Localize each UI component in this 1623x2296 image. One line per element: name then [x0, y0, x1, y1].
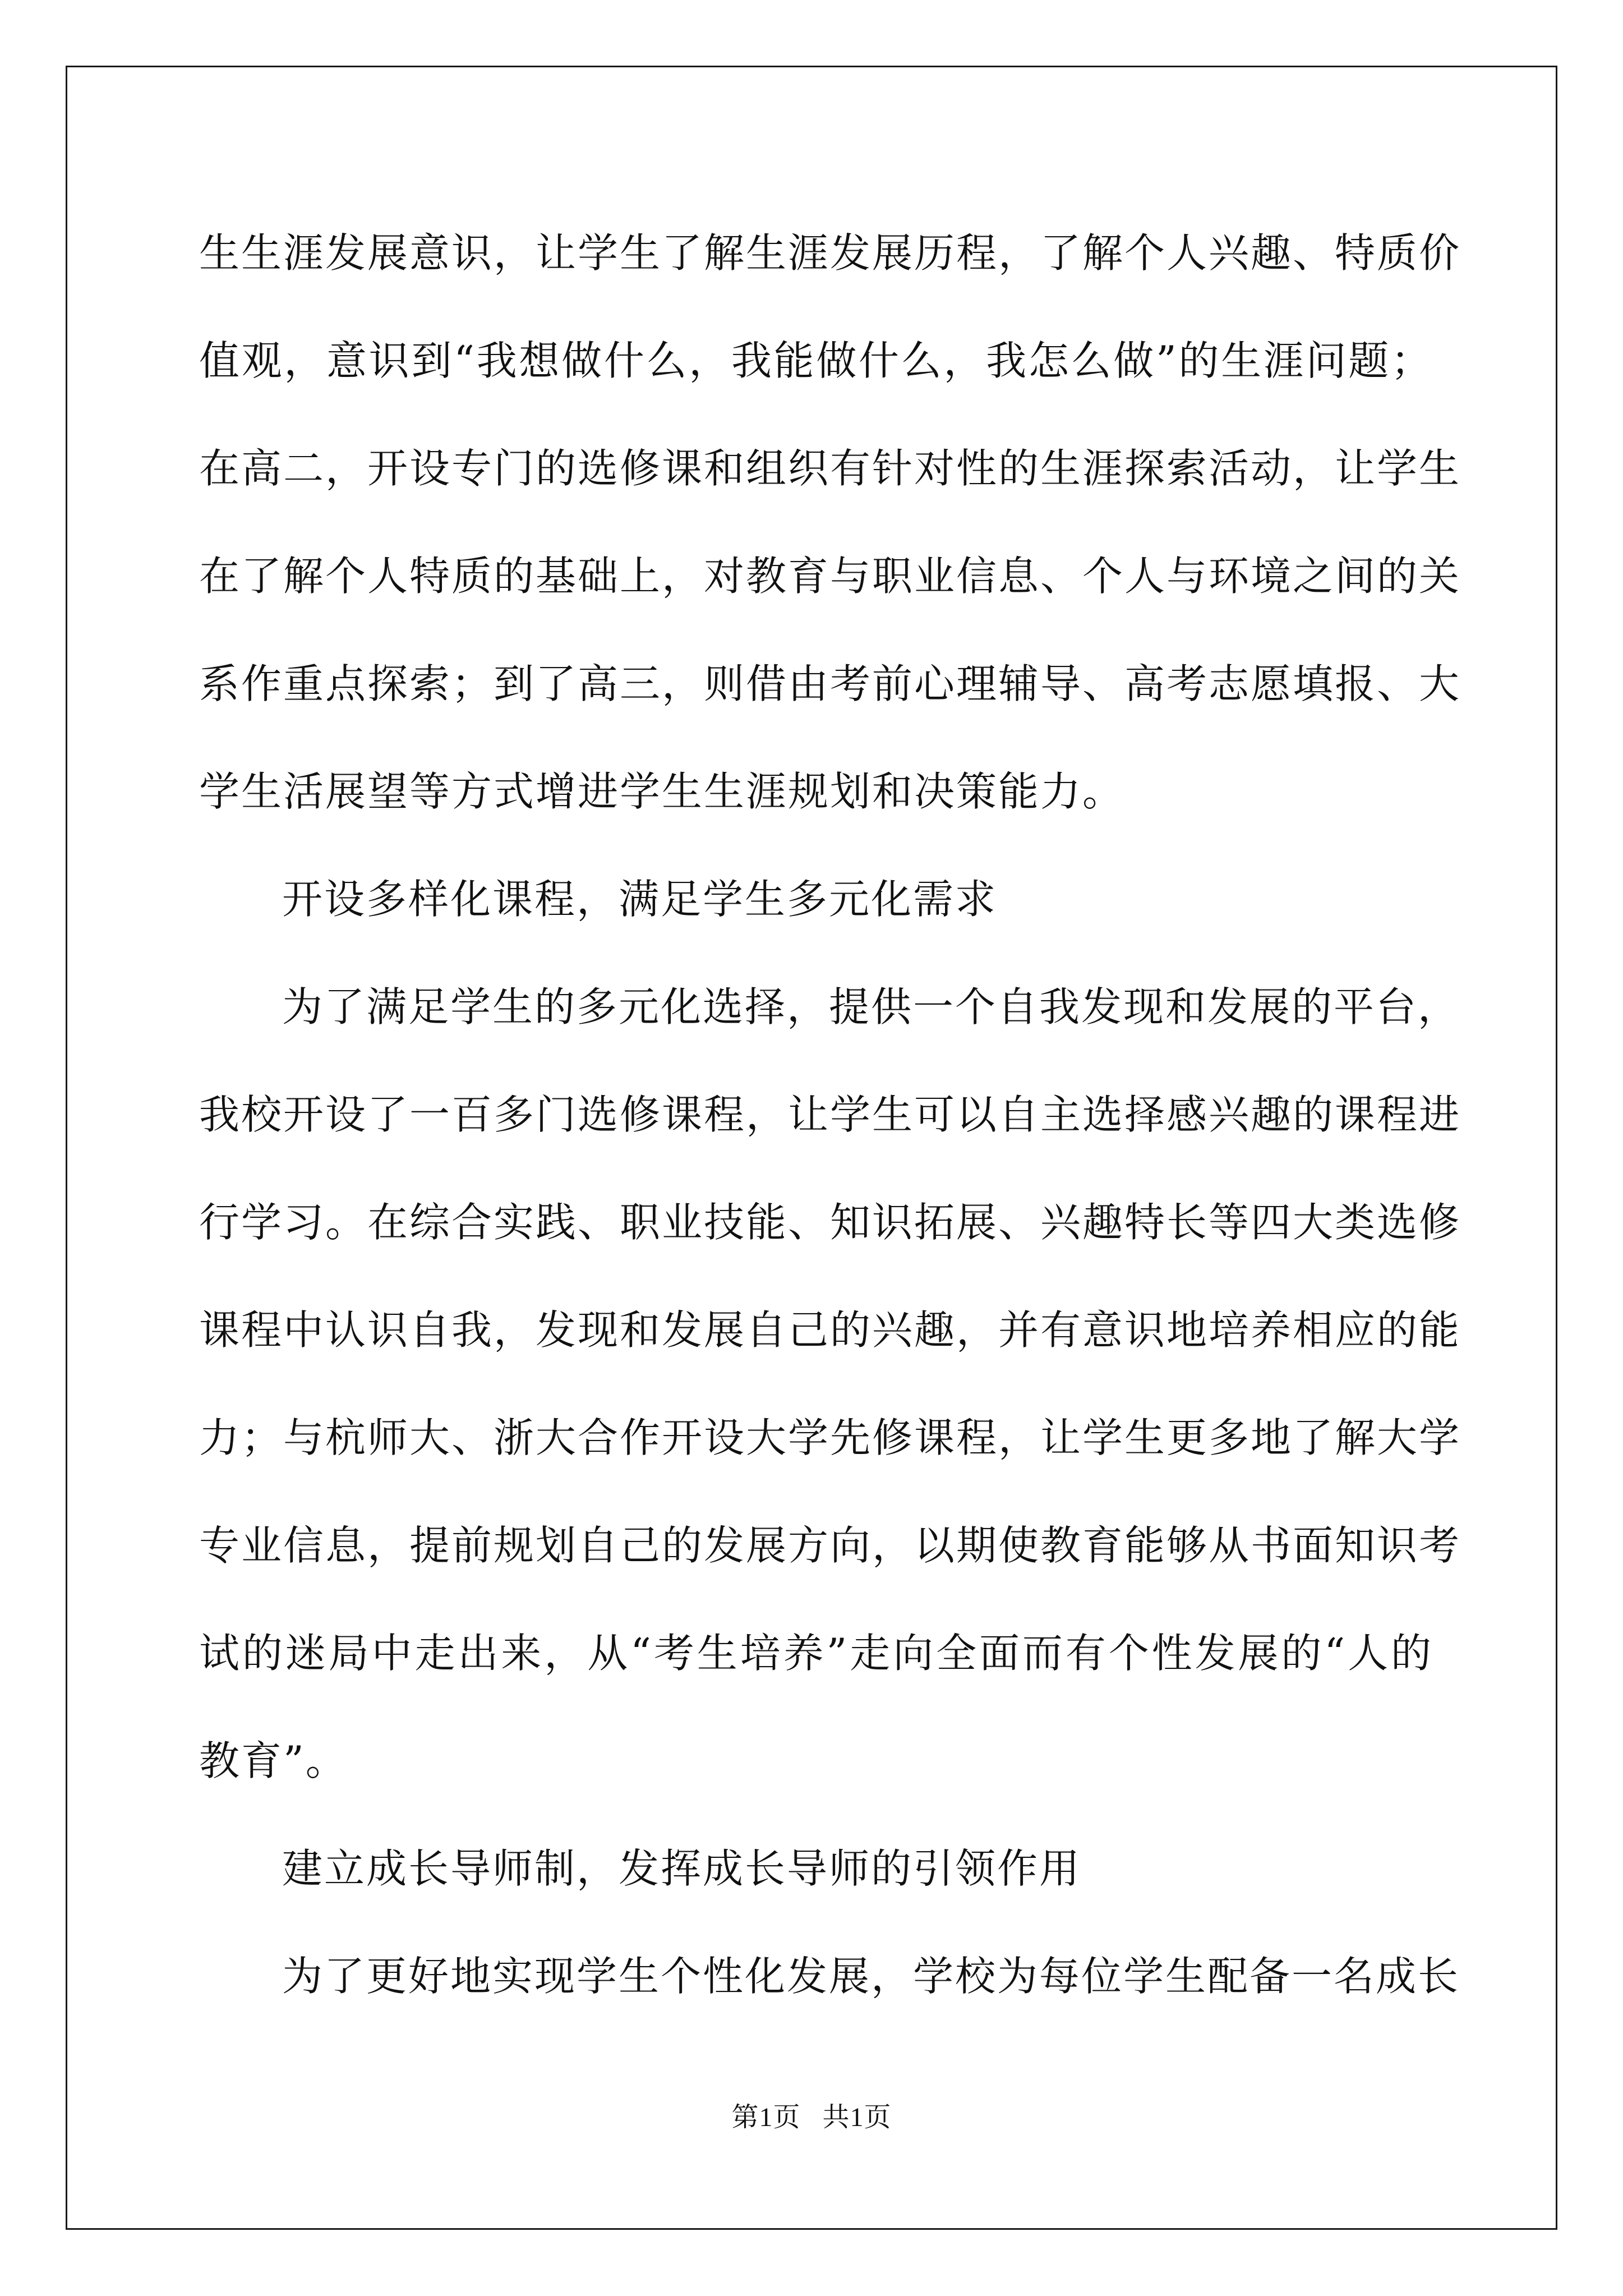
- paragraph-line: 在高二，开设专门的选修课和组织有针对性的生涯探索活动，让学生: [199, 445, 1461, 492]
- paragraph-line: 生生涯发展意识，让学生了解生涯发展历程，了解个人兴趣、特质价: [199, 229, 1461, 277]
- paragraph-line: 为了更好地实现学生个性化发展，学校为每位学生配备一名成长: [282, 1953, 1460, 2000]
- paragraph-line: 行学习。在综合实践、职业技能、知识拓展、兴趣特长等四大类选修: [199, 1199, 1461, 1246]
- paragraph-line: 学生活展望等方式增进学生生涯规划和决策能力。: [199, 768, 1125, 815]
- paragraph-line: 我校开设了一百多门选修课程，让学生可以自主选择感兴趣的课程进: [199, 1091, 1461, 1138]
- paragraph-line: 试的迷局中走出来，从“考生培养”走向全面而有个性发展的“人的: [199, 1630, 1433, 1677]
- document-body: [199, 220, 1461, 2051]
- page-total: 共1页: [822, 2102, 892, 2132]
- section-heading: 建立成长导师制，发挥成长导师的引领作用: [282, 1845, 1082, 1892]
- paragraph-line: 课程中认识自我，发现和发展自己的兴趣，并有意识地培养相应的能: [199, 1306, 1461, 1354]
- paragraph-line: 为了满足学生的多元化选择，提供一个自我发现和发展的平台，: [282, 983, 1460, 1030]
- paragraph-line: 在了解个人特质的基础上，对教育与职业信息、个人与环境之间的关: [199, 553, 1461, 600]
- page-footer: [0, 2101, 1623, 2134]
- paragraph-line: 值观，意识到“我想做什么，我能做什么，我怎么做”的生涯问题；: [199, 337, 1433, 384]
- section-heading: 开设多样化课程，满足学生多元化需求: [282, 876, 998, 923]
- page-number: 第1页: [731, 2102, 801, 2132]
- paragraph-line: 专业信息，提前规划自己的发展方向，以期使教育能够从书面知识考: [199, 1522, 1461, 1569]
- paragraph-line: 力；与杭师大、浙大合作开设大学先修课程，让学生更多地了解大学: [199, 1414, 1461, 1461]
- paragraph-line: 教育”。: [199, 1737, 348, 1784]
- paragraph-line: 系作重点探索；到了高三，则借由考前心理辅导、高考志愿填报、大: [199, 660, 1461, 707]
